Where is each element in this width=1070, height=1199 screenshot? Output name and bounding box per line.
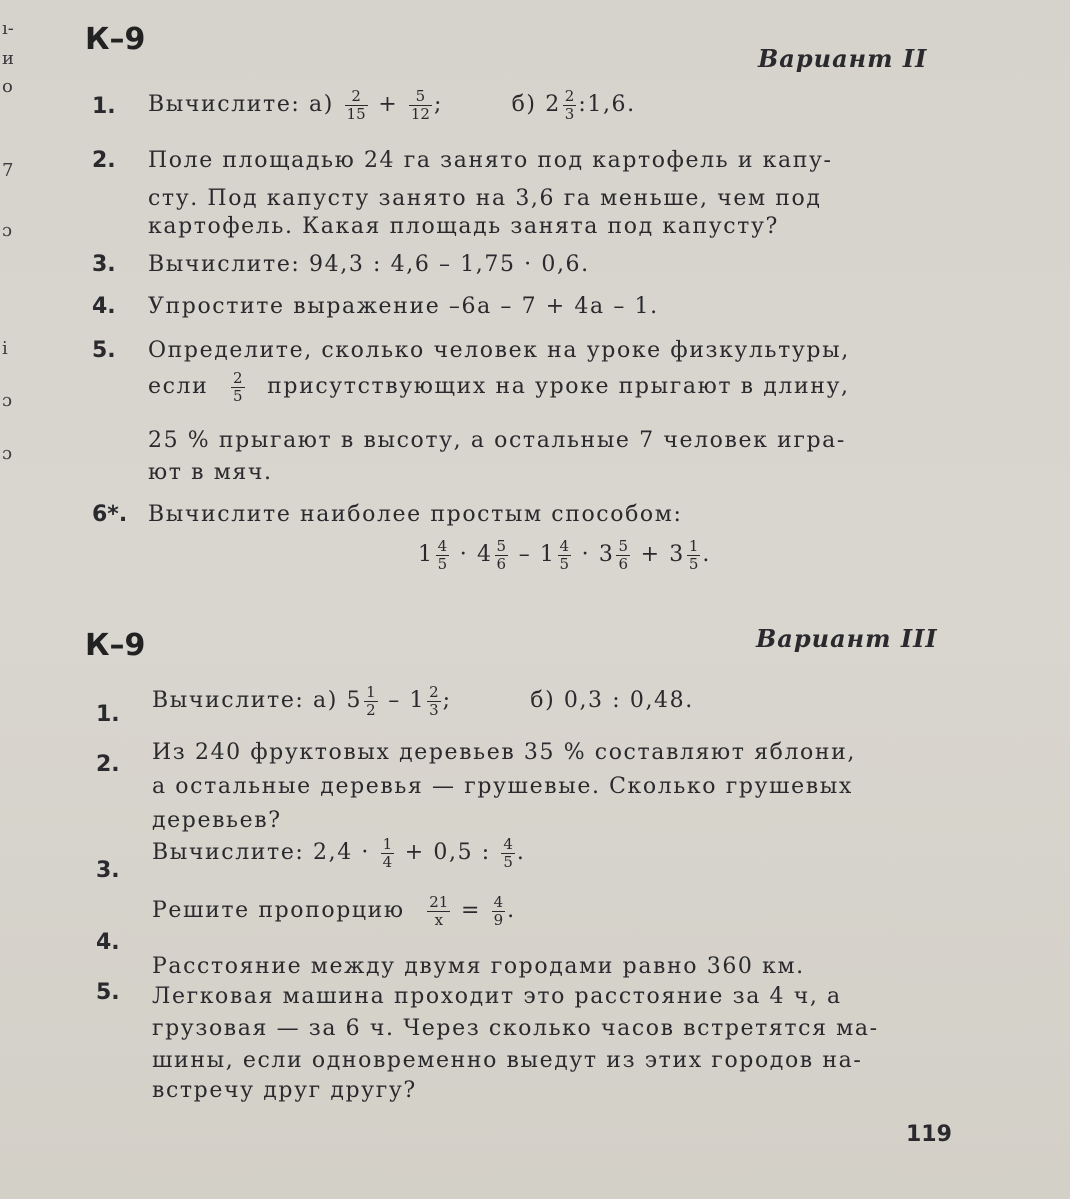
margin-char: i [2,338,8,359]
task-number: 5. [92,338,116,363]
fraction: $\frac{5}{12}$ [410,87,430,123]
task-number: 5. [96,980,120,1005]
task-line: Вычислите: 2,4 · $\frac{1}{4}$ + 0,5 : $\frac{4}{5}$ . [152,835,526,871]
section-heading: К–9 [85,22,146,57]
task-text: + 0,5 : [404,840,491,865]
task-text: Вычислите: а) 5 [152,688,363,713]
margin-char: о [2,76,13,97]
task-number: 1. [92,94,116,119]
task-text: – 1 [388,688,426,713]
task-line: деревьев? [152,808,282,833]
variant-title: Вариант II [758,44,928,73]
task-line: Упростите выражение –6a – 7 + 4a – 1. [148,294,659,319]
task-line: шины, если одновременно выедут из этих городов на- [152,1048,863,1073]
task-text: Решите пропорцию [152,898,405,923]
task-text: присутствующих на уроке прыгают в длину, [267,374,850,399]
expression: 1 $\frac{4}{5}$ · 4 $\frac{5}{6}$ – 1 $\frac{4}{5}$ · 3 $\frac{5}{6}$ + 3 $\frac{1}{5}$ . [418,537,711,573]
margin-char: 7 [2,160,14,181]
task-line: грузовая — за 6 ч. Через сколько часов встретятся ма- [152,1016,879,1041]
fraction: $\frac{2}{15}$ [346,87,366,123]
task-number: 1. [96,702,120,727]
task-line: сту. Под капусту занято на 3,6 га меньше, чем под [148,186,822,211]
margin-char: ɔ [2,220,13,241]
fraction: $\frac{2}{5}$ [232,369,243,405]
task-number: 6*. [92,502,128,527]
task-line: а остальные деревья — грушевые. Сколько грушевых [152,774,853,799]
variant-title: Вариант III [756,624,938,653]
task-line: встречу друг другу? [152,1078,417,1103]
task-number: 3. [92,252,116,277]
page-number: 119 [906,1122,952,1147]
punct: ; [433,92,443,117]
task-line: Из 240 фруктовых деревьев 35 % составляют яблони, [152,740,856,765]
task-line: 25 % прыгают в высоту, а остальные 7 человек игра- [148,428,846,453]
task-number: 4. [92,294,116,319]
task-number: 3. [96,858,120,883]
task-1-text [148,88,636,122]
task-line: картофель. Какая площадь занята под капусту? [148,214,779,239]
task-1-text: Вычислите: а) 5 $\frac{1}{2}$ – 1 $\frac{2}{3}$ ; б) 0,3 : 0,48. [152,683,694,719]
task-line: Определите, сколько человек на уроке физкультуры, [148,338,850,363]
task-text: если [148,374,209,399]
task-number: 4. [96,930,120,955]
left-margin-fragments [0,0,24,1199]
task-line: Легковая машина проходит это расстояние за 4 ч, а [152,984,842,1009]
task-text: б) 2 [511,92,561,117]
task-text: Вычислите: а) [148,92,334,117]
task-line: Вычислите: 94,3 : 4,6 – 1,75 · 0,6. [148,252,590,277]
task-number: 2. [96,752,120,777]
task-line: ют в мяч. [148,460,273,485]
margin-char: ı- [2,18,14,39]
section-heading: К–9 [85,628,146,663]
fraction: $\frac{2}{3}$ [564,87,575,123]
margin-char: и [2,48,14,69]
task-line: Вычислите наиболее простым способом: [148,502,683,527]
task-line [148,370,850,404]
task-number: 2. [92,148,116,173]
operator: + [378,92,399,117]
task-text: б) 0,3 : 0,48. [530,688,694,713]
task-line: Решите пропорцию $\frac{21}{x}$ = $\frac{4}{9}$ . [152,893,516,929]
task-line: Поле площадью 24 га занято под картофель и капу- [148,148,833,173]
margin-char: ɔ [2,390,13,411]
margin-char: ɔ [2,443,13,464]
task-line: Расстояние между двумя городами равно 360 км. [152,954,805,979]
task-text: :1,6. [578,92,636,117]
task-text: Вычислите: 2,4 · [152,840,371,865]
